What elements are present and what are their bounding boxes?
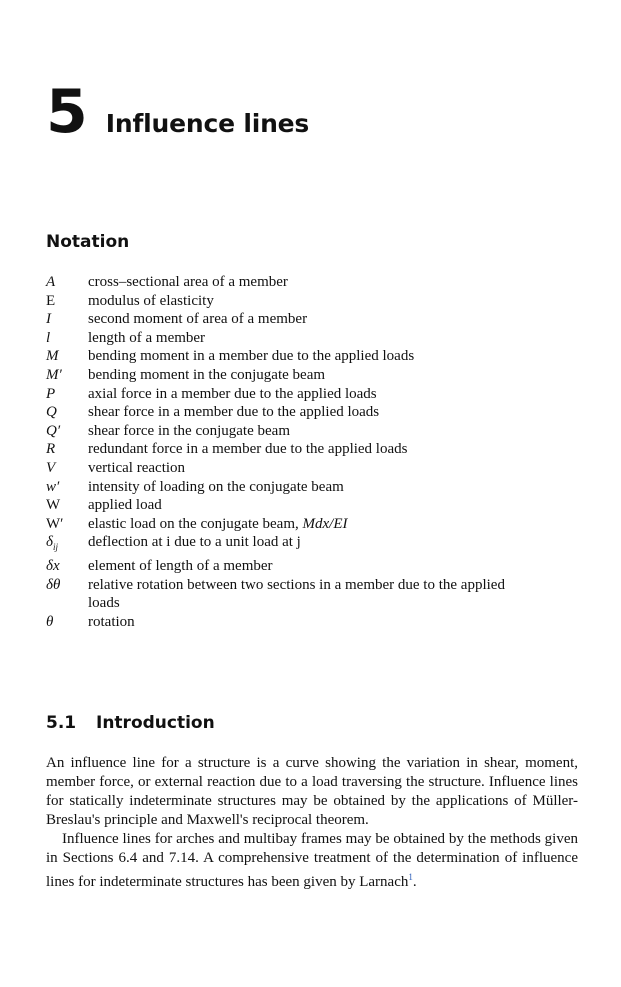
notation-row [46, 422, 586, 441]
notation-symbol: Q′ [46, 422, 61, 439]
notation-row [46, 366, 586, 385]
notation-description: deflection at i due to a unit load at j [88, 534, 301, 551]
notation-symbol: M [46, 348, 59, 365]
notation-symbol: δ [46, 534, 53, 551]
notation-description-group [88, 515, 586, 534]
notation-description: relative rotation between two sections in a member due to the applied loads [88, 576, 505, 612]
notation-row [46, 403, 586, 422]
section-number: 5.1 [46, 713, 77, 733]
paragraph [46, 830, 578, 892]
notation-symbol: R [46, 441, 56, 458]
notation-row [46, 515, 586, 534]
notation-row [46, 557, 586, 576]
notation-description: elastic load on the conjugate beam, [88, 515, 303, 532]
notation-symbol: θ [46, 613, 54, 630]
notation-description: shear force in a member due to the applied loads [88, 404, 380, 421]
paragraph-end: . [412, 874, 417, 890]
notation-description: bending moment in the conjugate beam [88, 366, 326, 383]
notation-description: shear force in the conjugate beam [88, 422, 290, 439]
notation-description: rotation [88, 613, 135, 630]
notation-description: modulus of elasticity [88, 292, 214, 309]
section-heading [46, 713, 215, 733]
notation-symbol-subscript: ij [52, 542, 58, 553]
notation-description: cross–sectional area of a member [88, 274, 288, 290]
notation-symbol: A [46, 274, 56, 290]
notation-symbol: δx [46, 557, 60, 574]
notation-description: applied load [88, 497, 162, 514]
notation-row [46, 292, 586, 311]
notation-row [46, 273, 586, 292]
chapter-heading [46, 77, 310, 147]
notation-symbol: E [46, 292, 56, 309]
notation-description: redundant force in a member due to the applied loads [88, 441, 408, 458]
notation-row [46, 496, 586, 515]
notation-row [46, 613, 586, 632]
notation-symbol: W [46, 497, 61, 514]
notation-row [46, 385, 586, 404]
notation-description-math: Mdx/EI [302, 515, 348, 532]
paragraph: An influence line for a structure is a curve showing the variation in shear, moment, member force, or external reaction due to a load traversing the structure. Influence lines for statically indeterminate structures may be obtained by the applications of Müller-Breslau's principle and Maxwell's reciprocal theorem. [46, 755, 578, 828]
section-title: Introduction [96, 713, 215, 733]
notation-heading: Notation [46, 232, 130, 252]
notation-symbol: P [46, 385, 56, 402]
notation-description: bending moment in a member due to the applied loads [88, 348, 415, 365]
paragraph-text: Influence lines for arches and multibay frames may be obtained by the methods given in Sections 6.4 and 7.14. A comprehensive treatment of the determination of influence lines for indeterminate structures has been given by Larnach [46, 831, 578, 890]
notation-symbol: I [46, 311, 51, 328]
notation-symbol: w′ [46, 478, 60, 495]
notation-row [46, 347, 586, 366]
notation-row [46, 440, 586, 459]
notation-description: axial force in a member due to the applied loads [88, 385, 377, 402]
chapter-title: Influence lines [105, 109, 310, 138]
notation-symbol: Q [46, 404, 57, 421]
notation-description: second moment of area of a member [88, 311, 308, 328]
notation-row [46, 478, 586, 497]
notation-symbol: W′ [46, 515, 64, 532]
section-body [46, 754, 578, 892]
notation-symbol-group [46, 533, 88, 557]
notation-description: intensity of loading on the conjugate beam [88, 478, 344, 495]
notation-row [46, 533, 586, 557]
notation-row [46, 576, 586, 613]
notation-row [46, 459, 586, 478]
notation-list [46, 273, 586, 631]
notation-symbol: M′ [46, 366, 62, 383]
notation-description: element of length of a member [88, 557, 273, 574]
notation-symbol: δθ [46, 576, 61, 593]
notation-row [46, 310, 586, 329]
notation-row [46, 329, 586, 348]
reference-link[interactable]: 1 [408, 872, 413, 882]
notation-description: length of a member [88, 329, 206, 346]
notation-symbol: l [46, 329, 51, 346]
notation-symbol: V [46, 459, 56, 476]
chapter-number: 5 [46, 77, 88, 147]
notation-description: vertical reaction [88, 459, 186, 476]
